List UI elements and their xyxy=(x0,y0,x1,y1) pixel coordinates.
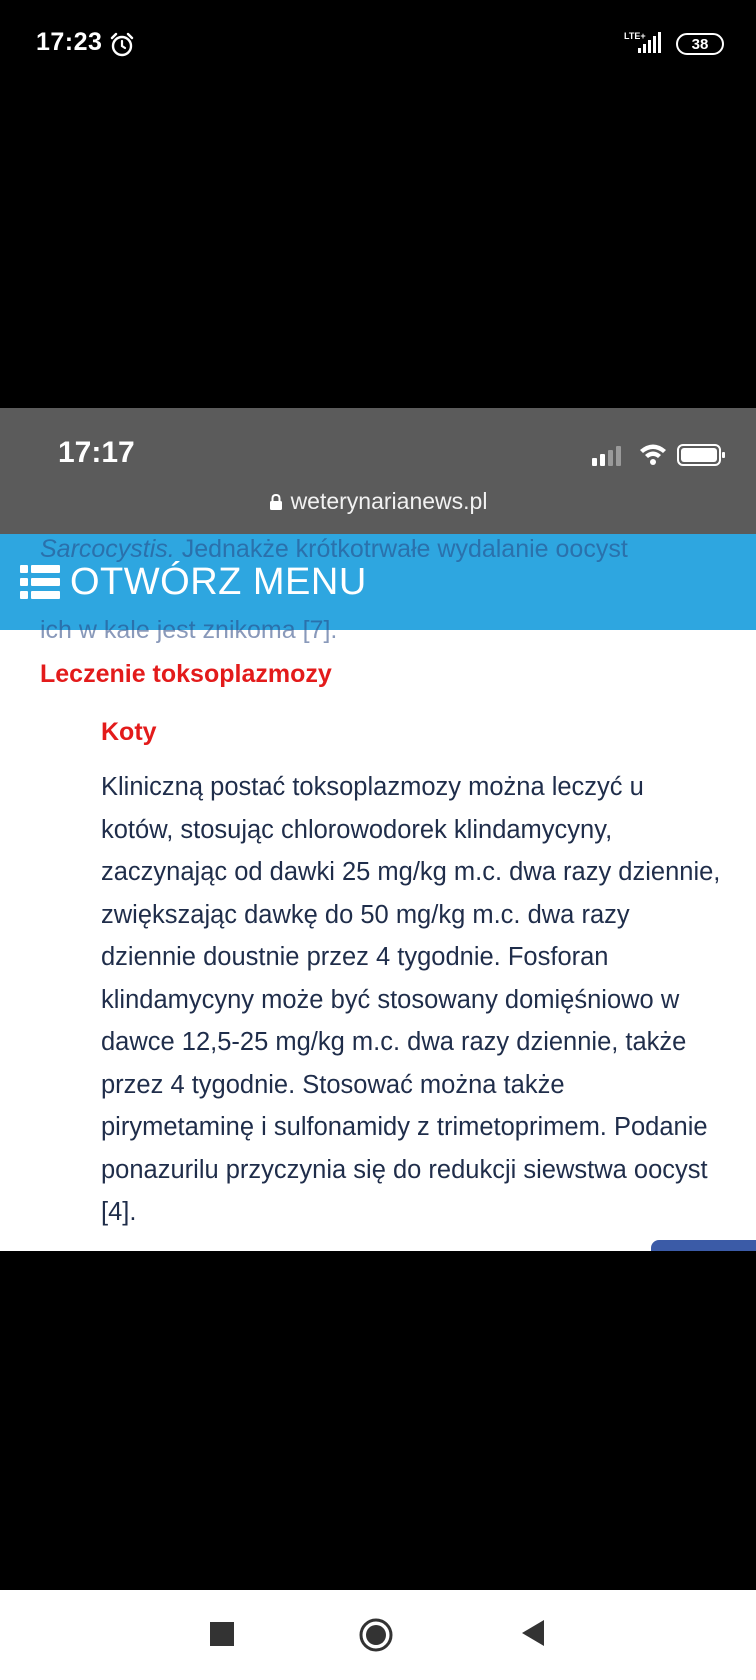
scrolled-text-behind-header: Sarcocystis. Jednakże krótkotrwałe wydalanie oocyst xyxy=(40,535,628,563)
network-type-label: LTE+ xyxy=(624,31,646,41)
section-heading: Leczenie toksoplazmozy xyxy=(40,660,332,688)
hamburger-icon xyxy=(20,564,60,600)
cellular-signal-icon xyxy=(622,30,668,56)
wifi-icon xyxy=(640,445,666,466)
lock-icon xyxy=(269,493,283,511)
device-status-bar xyxy=(0,0,756,90)
home-icon[interactable] xyxy=(359,1618,393,1652)
embedded-screenshot xyxy=(0,408,756,1251)
battery-indicator xyxy=(676,33,724,55)
back-icon[interactable] xyxy=(520,1618,546,1648)
partial-text-line: ich w kale jest znikoma [7]. xyxy=(40,616,338,644)
address-bar[interactable] xyxy=(0,488,756,515)
open-menu-button[interactable] xyxy=(20,558,367,606)
device-clock: 17:23 xyxy=(36,28,103,56)
subsection-heading: Koty xyxy=(101,718,157,746)
battery-icon xyxy=(678,445,725,465)
status-icons xyxy=(590,442,730,468)
menu-label: OTWÓRZ MENU xyxy=(70,560,367,603)
browser-clock: 17:17 xyxy=(58,436,135,469)
url-text: weterynarianews.pl xyxy=(290,488,488,514)
browser-status-bar xyxy=(0,408,756,534)
battery-level: 38 xyxy=(691,35,709,53)
article-paragraph: Kliniczną postać toksoplazmozy można leczyć u kotów, stosując chlorowodorek klindamycyny, zaczynając od dawki 25 mg/kg m.c. dwa razy dziennie, zwiększając dawkę do 50 mg/kg m.c. dwa razy dziennie doustnie przez 4 tygodnie. Fosforan klindamycyny może być stosowany domięśniowo w dawce 12,5-25 mg/kg m.c. dwa razy dziennie, także przez 4 tygodnie. Stosować można także pirymetaminę i sulfonamidy z trimetoprimem. Podanie ponazurilu przyczynia się do redukcji siewstwa oocyst [4]. xyxy=(101,773,721,1226)
floating-button-edge[interactable] xyxy=(651,1240,756,1251)
system-navigation-bar xyxy=(0,1590,756,1680)
signal-bars-icon xyxy=(592,446,621,466)
recents-icon[interactable] xyxy=(210,1622,234,1646)
alarm-icon xyxy=(109,32,135,58)
